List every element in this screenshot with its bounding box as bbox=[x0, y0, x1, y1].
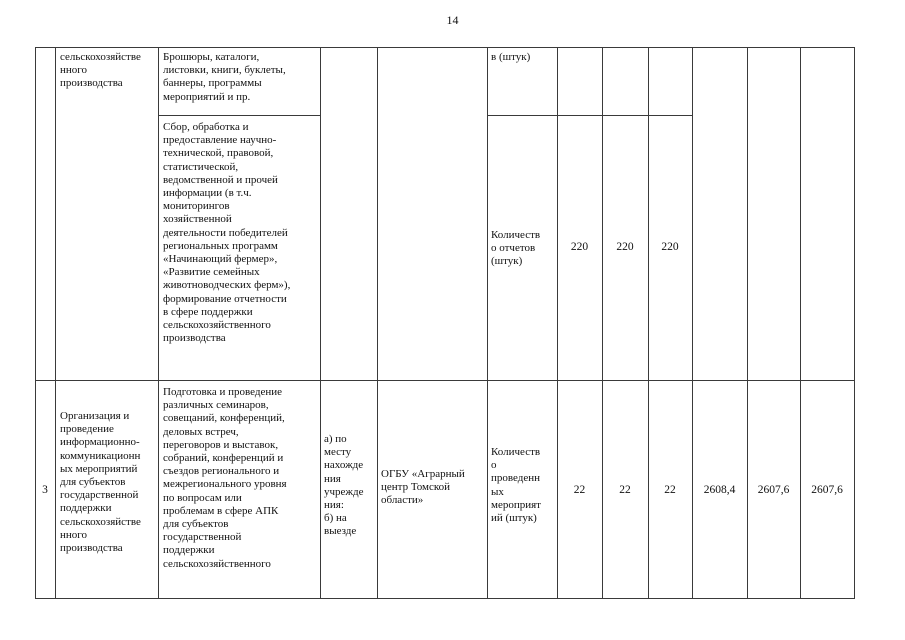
finance-year-2: 2607,6 bbox=[757, 484, 790, 496]
indicator-value-year-1: 22 bbox=[573, 484, 586, 496]
indicator-value-year-1: 220 bbox=[570, 241, 589, 253]
indicator-value-year-2: 22 bbox=[619, 484, 631, 496]
executor: ОГБУ «Аграрный центр Томской области» bbox=[381, 468, 465, 507]
column-divider bbox=[35, 47, 36, 599]
row-divider bbox=[487, 115, 692, 116]
activity-description: Сбор, обработка и предоставление научно- технической, правовой, статистической, ведомственной и прочей информации (в т.ч. мониторингов хозяйственной деятельности победителей региональных программ «Начинающий фермер», «Развитие семейных животноводческих ферм»), формирование отчетности в сфере поддержки сельскохозяйственного производства bbox=[163, 121, 291, 345]
row-number: 3 bbox=[42, 484, 48, 496]
column-divider bbox=[487, 47, 488, 599]
column-divider bbox=[158, 47, 159, 599]
finance-year-1: 2608,4 bbox=[703, 484, 736, 496]
activity-description: Брошюры, каталоги, листовки, книги, буклеты, баннеры, программы мероприятий и пр. bbox=[163, 51, 286, 103]
event-location: а) по месту нахожде ния учрежде ния: б) на выезде bbox=[324, 433, 364, 538]
column-divider bbox=[55, 47, 56, 599]
indicator-value-year-3: 22 bbox=[664, 484, 676, 496]
page-number: 14 bbox=[446, 13, 459, 27]
column-divider bbox=[747, 47, 748, 599]
column-divider bbox=[602, 47, 603, 599]
column-divider bbox=[648, 47, 649, 599]
table-right-border bbox=[854, 47, 855, 599]
column-divider bbox=[557, 47, 558, 599]
column-divider bbox=[692, 47, 693, 599]
measure-name: Организация и проведение информационно- коммуникационн ых мероприятий для субъектов государственной поддержки сельскохозяйстве нного производства bbox=[60, 410, 141, 555]
indicator-unit: в (штук) bbox=[491, 51, 531, 63]
measure-name-continued: сельскохозяйстве нного производства bbox=[60, 51, 141, 90]
column-divider bbox=[320, 47, 321, 599]
column-divider bbox=[377, 47, 378, 599]
indicator-value-year-3: 220 bbox=[661, 241, 679, 253]
indicator-unit: Количеств о отчетов (штук) bbox=[491, 229, 541, 268]
row-divider bbox=[158, 115, 320, 116]
indicator-value-year-2: 220 bbox=[616, 241, 634, 253]
indicator-unit: Количеств о проведенн ых мероприят ий (штук) bbox=[491, 446, 541, 525]
finance-year-3: 2607,6 bbox=[811, 484, 843, 496]
column-divider bbox=[800, 47, 801, 599]
activity-description: Подготовка и проведение различных семинаров, совещаний, конференций, деловых встреч, переговоров и выставок, собраний, конференций и съездов регионального и межрегионального уровня по вопросам или проблемам в сфере АПК для субъектов государственной поддержки сельскохозяйственного bbox=[163, 386, 287, 570]
